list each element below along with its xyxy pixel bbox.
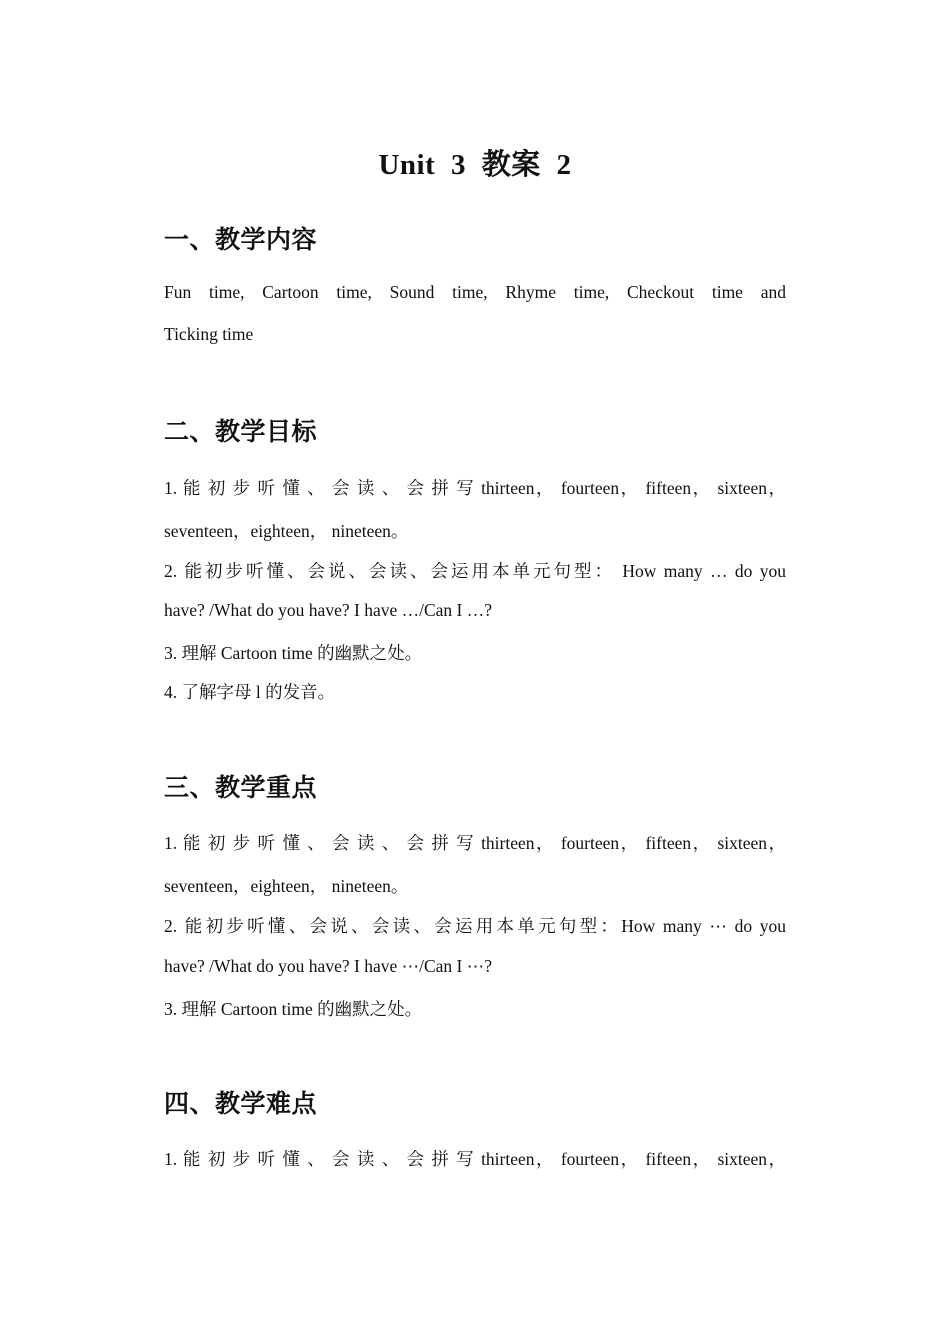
- list-item-line: have? /What do you have? I have ⋯/Can I ⋯?: [164, 956, 492, 976]
- list-item-line: have? /What do you have? I have …/Can I …?: [164, 600, 492, 620]
- paragraph-line: Ticking time: [164, 324, 254, 344]
- document-title: Unit 3 教案 2: [378, 149, 572, 181]
- list-item-line: seventeen，eighteen， nineteen。: [164, 521, 409, 541]
- list-item-line: 3. 理解 Cartoon time 的幽默之处。: [164, 643, 423, 663]
- list-item-line: 2. 能初步听懂、会说、会读、会运用本单元句型： How many … do you: [164, 561, 786, 581]
- paragraph-line: Fun time, Cartoon time, Sound time, Rhyme time, Checkout time and: [164, 282, 786, 302]
- section-heading-key-points: 三、教学重点: [164, 773, 318, 802]
- list-item-line: seventeen，eighteen， nineteen。: [164, 876, 409, 896]
- list-item-line: 2. 能初步听懂、会说、会读、会运用本单元句型：How many ⋯ do you: [164, 916, 786, 936]
- section-heading-objectives: 二、教学目标: [164, 417, 318, 446]
- list-item-line: 1. 能 初 步 听 懂 、 会 读 、 会 拼 写 thirteen， fourteen， fifteen， sixteen，: [164, 833, 786, 853]
- section-heading-content: 一、教学内容: [164, 225, 318, 254]
- section-heading-difficulties: 四、教学难点: [164, 1089, 318, 1118]
- list-item-line: 4. 了解字母 l 的发音。: [164, 682, 336, 702]
- list-item-line: 1. 能 初 步 听 懂 、 会 读 、 会 拼 写 thirteen， fourteen， fifteen， sixteen，: [164, 478, 786, 498]
- list-item-line: 1. 能 初 步 听 懂 、 会 读 、 会 拼 写 thirteen， fourteen， fifteen， sixteen，: [164, 1149, 786, 1169]
- list-item-line: 3. 理解 Cartoon time 的幽默之处。: [164, 999, 423, 1019]
